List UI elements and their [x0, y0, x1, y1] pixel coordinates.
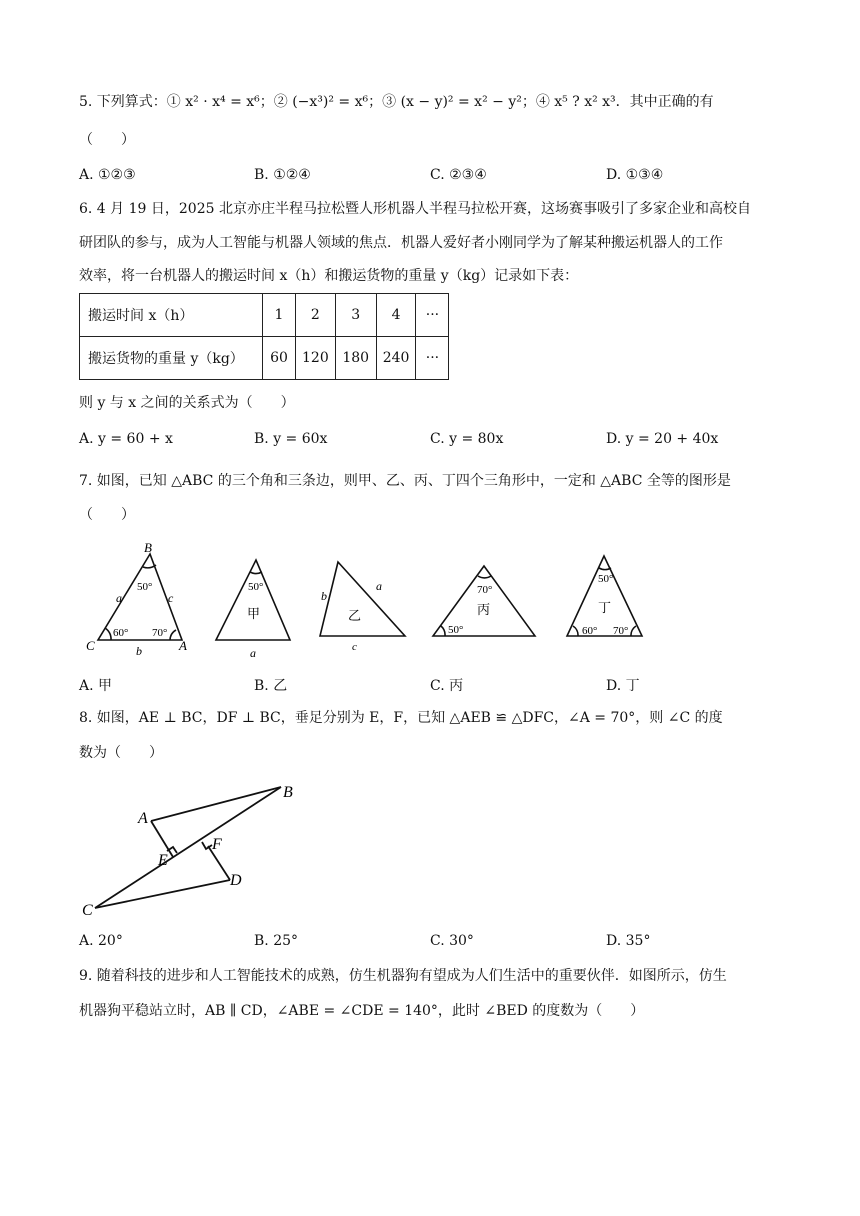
table-cell: ··· — [416, 337, 449, 380]
q6-stem-line1: 6. 4 月 19 日，2025 北京亦庄半程马拉松暨人形机器人半程马拉松开赛，这场赛事吸引了多家企业和高校自 — [79, 201, 751, 217]
bing-angle-left: 50° — [448, 624, 464, 636]
side-a: a — [116, 591, 122, 605]
table-cell: 4 — [376, 294, 416, 337]
q7-option-c[interactable]: C. 丙 — [430, 678, 464, 694]
q7-stem: 7. 如图，已知 △ABC 的三个角和三条边，则甲、乙、丙、丁四个三角形中，一定和 △ABC 全等的图形是 — [79, 473, 731, 489]
triangle-ding — [567, 556, 642, 636]
q8-option-c[interactable]: C. 30° — [430, 933, 474, 949]
ding-label: 丁 — [598, 600, 612, 615]
angle-c: 60° — [113, 627, 129, 639]
q6-data-table — [79, 293, 449, 380]
q5-option-a[interactable]: A. ①②③ — [79, 167, 136, 183]
q7-option-a[interactable]: A. 甲 — [79, 678, 113, 694]
label-a: A — [179, 638, 187, 653]
bing-angle-top: 70° — [477, 584, 493, 596]
table-cell: 240 — [376, 337, 416, 380]
ding-angle-top: 50° — [598, 573, 614, 585]
q6-stem-line2: 研团队的参与，成为人工智能与机器人领域的焦点．机器人爱好者小刚同学为了解某种搬运机器人的工作 — [79, 235, 723, 251]
table-cell: 180 — [335, 337, 376, 380]
point-d: D — [230, 872, 242, 889]
q8-stem-line1: 8. 如图，AE ⊥ BC，DF ⊥ BC，垂足分别为 E，F，已知 △AEB ≌ △DFC，∠A = 70°，则 ∠C 的度 — [79, 710, 723, 726]
label-b: B — [144, 540, 152, 555]
q9-stem-line2: 机器狗平稳站立时，AB ∥ CD，∠ABE = ∠CDE = 140°，此时 ∠BED 的度数为（ ） — [79, 1003, 645, 1019]
q5-option-b[interactable]: B. ①②④ — [254, 167, 311, 183]
q6-option-a[interactable]: A. y = 60 + x — [79, 431, 173, 447]
q6-option-d[interactable]: D. y = 20 + 40x — [606, 431, 719, 447]
yi-side-b: b — [321, 589, 327, 603]
table-cell: ··· — [416, 294, 449, 337]
q8-option-b[interactable]: B. 25° — [254, 933, 299, 949]
point-e: E — [158, 852, 168, 869]
q8-option-d[interactable]: D. 35° — [606, 933, 651, 949]
table-cell: 60 — [263, 337, 296, 380]
q5-answer-blank: （ ） — [79, 132, 135, 148]
q6-option-b[interactable]: B. y = 60x — [254, 431, 328, 447]
q6-stem-line3: 效率，将一台机器人的搬运时间 x（h）和搬运货物的重量 y（kg）记录如下表： — [79, 268, 579, 284]
q5-option-c[interactable]: C. ②③④ — [430, 167, 487, 183]
triangle-jia — [216, 560, 290, 640]
jia-label: 甲 — [247, 606, 261, 621]
side-b: b — [136, 644, 142, 658]
ding-angle-right: 70° — [613, 625, 629, 637]
angle-a: 70° — [152, 627, 168, 639]
table-row — [80, 337, 449, 380]
q5-option-d[interactable]: D. ①③④ — [606, 167, 664, 183]
table-row — [80, 294, 449, 337]
yi-side-c: c — [352, 641, 357, 653]
q7-figure — [80, 540, 660, 665]
q6-question: 则 y 与 x 之间的关系式为（ ） — [79, 395, 295, 411]
q7-answer-blank: （ ） — [79, 507, 135, 523]
q5-stem: 5. 下列算式：① x² · x⁴ = x⁶；② (−x³)² = x⁶；③ (x − y)² = x² − y²；④ x⁵ ? x² x³．其中正确的有 — [79, 94, 714, 110]
table-cell: 1 — [263, 294, 296, 337]
ding-angle-left: 60° — [582, 625, 598, 637]
table-cell: 搬运时间 x（h） — [80, 294, 263, 337]
q9-stem-line1: 9. 随着科技的进步和人工智能技术的成熟，仿生机器狗有望成为人们生活中的重要伙伴．如图所示，仿生 — [79, 968, 727, 984]
label-c: C — [86, 638, 95, 653]
jia-angle: 50° — [248, 581, 264, 593]
table-cell: 3 — [335, 294, 376, 337]
point-a: A — [138, 810, 148, 827]
table-cell: 120 — [296, 337, 336, 380]
point-b: B — [283, 784, 293, 801]
jia-side: a — [250, 646, 256, 660]
q7-option-d[interactable]: D. 丁 — [606, 678, 640, 694]
q8-stem-line2: 数为（ ） — [79, 745, 163, 761]
side-c: c — [168, 591, 174, 605]
point-f: F — [212, 836, 222, 853]
yi-side-a: a — [376, 579, 382, 593]
q8-option-a[interactable]: A. 20° — [79, 933, 123, 949]
q7-option-b[interactable]: B. 乙 — [254, 678, 288, 694]
angle-b: 50° — [137, 581, 153, 593]
triangle-yi — [320, 562, 405, 636]
yi-label: 乙 — [348, 608, 362, 623]
table-cell: 2 — [296, 294, 336, 337]
bing-label: 丙 — [477, 602, 491, 617]
table-cell: 搬运货物的重量 y（kg） — [80, 337, 263, 380]
q8-figure — [78, 775, 308, 920]
q6-option-c[interactable]: C. y = 80x — [430, 431, 504, 447]
point-c: C — [82, 902, 93, 919]
